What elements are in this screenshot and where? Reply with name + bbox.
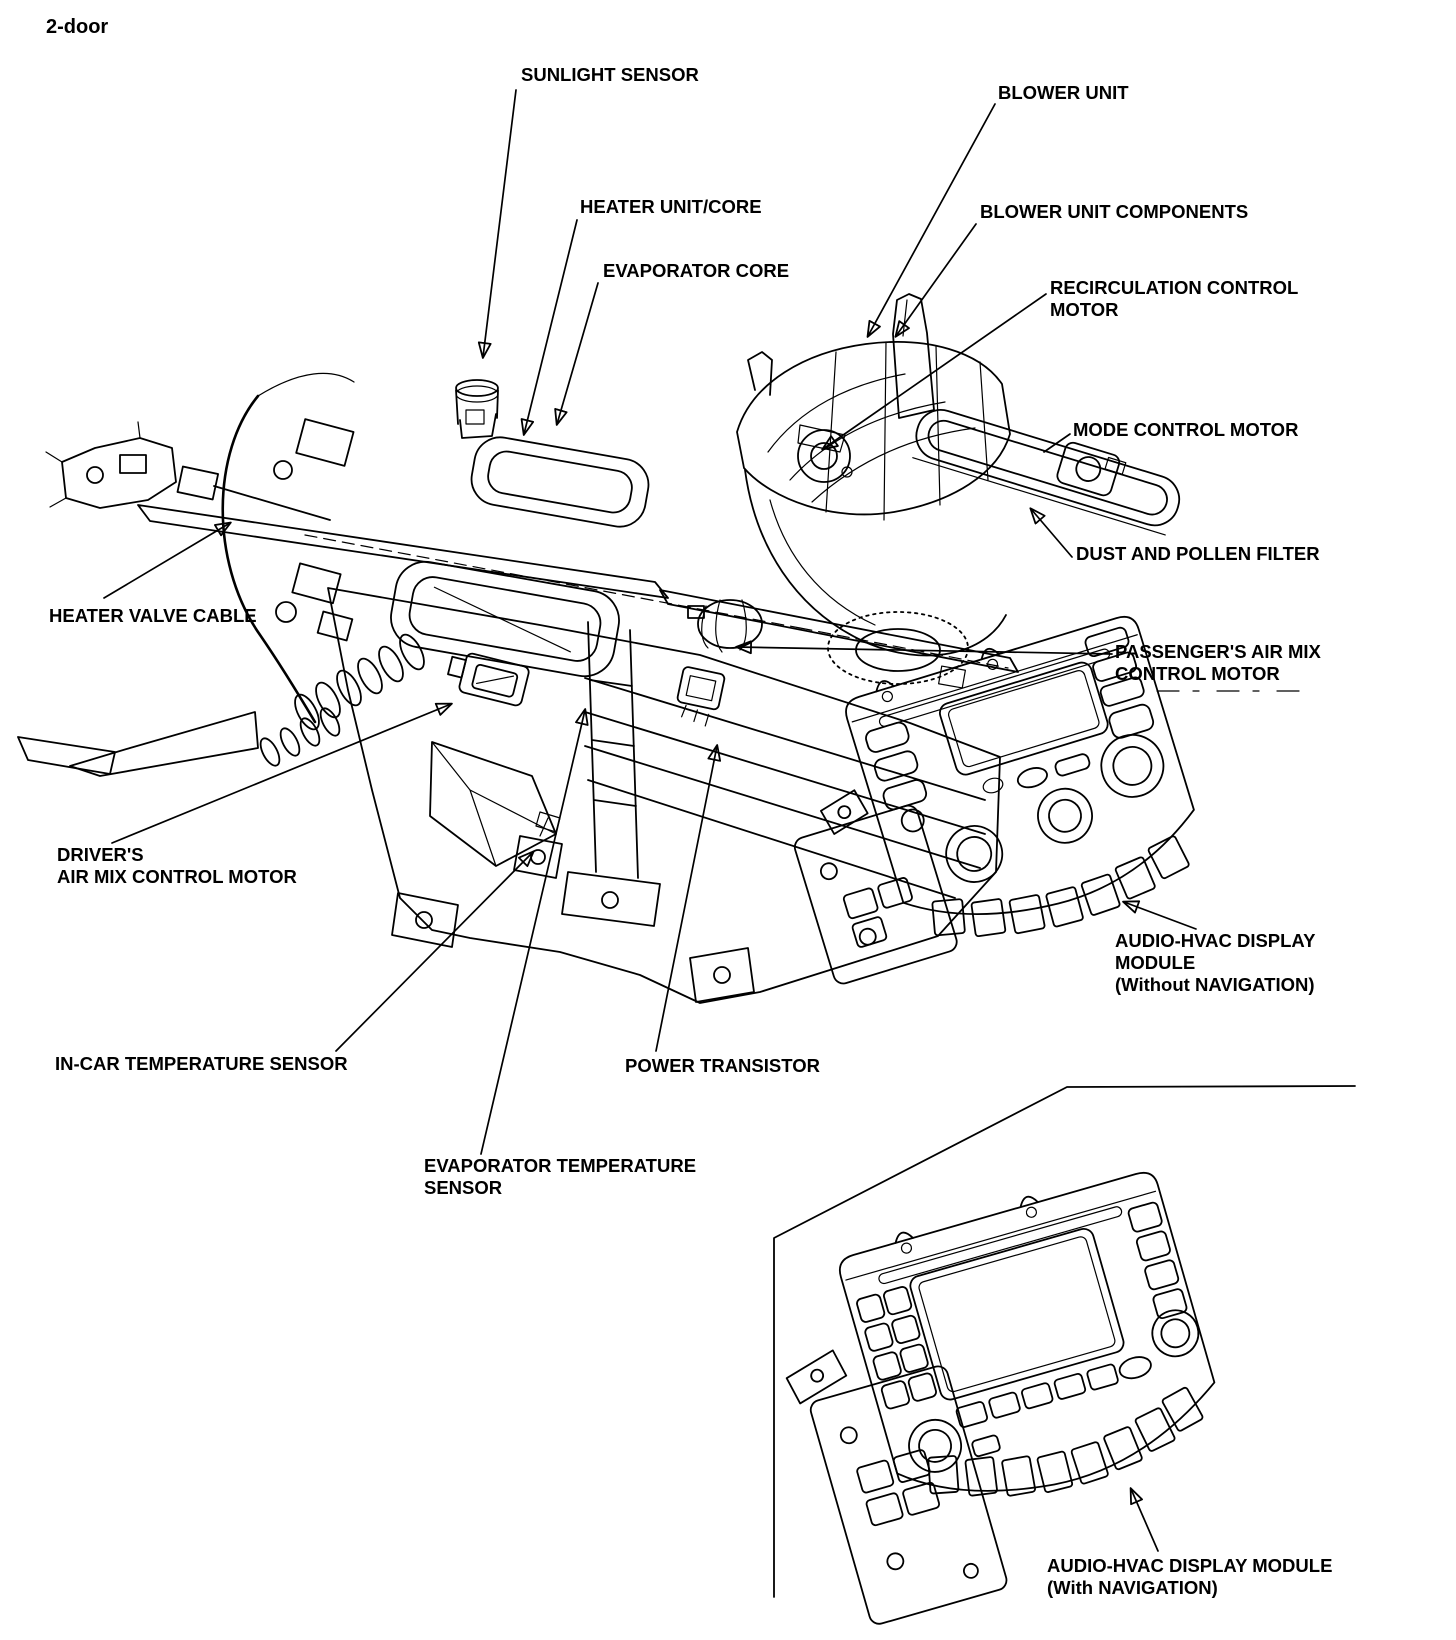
label-audio-hvac-without-navigation: AUDIO-HVAC DISPLAY MODULE (Without NAVIGATION) [1115, 930, 1316, 995]
in-car-sensor-part [514, 812, 562, 878]
page-title [46, 16, 108, 38]
page-title-text: 2-door [46, 16, 109, 38]
label-audio-hvac-with-navigation: AUDIO-HVAC DISPLAY MODULE (With NAVIGATION) [1047, 1555, 1333, 1598]
label-evaporator-temperature-sensor: EVAPORATOR TEMPERATURE SENSOR [424, 1155, 697, 1198]
inset-frame [774, 1086, 1355, 1597]
label-evaporator-core: EVAPORATOR CORE [603, 260, 790, 281]
leader-blower-unit-components [896, 224, 976, 336]
leader-power-transistor [656, 746, 717, 1051]
label-recirculation-control-motor: RECIRCULATION CONTROL MOTOR [1050, 277, 1299, 320]
sunlight-sensor-part [456, 380, 498, 438]
leader-heater-unit-core [524, 220, 577, 434]
drivers-air-mix-motor-part [445, 649, 530, 707]
label-mode-control-motor: MODE CONTROL MOTOR [1073, 419, 1299, 440]
label-passengers-air-mix-control-motor: PASSENGER'S AIR MIX CONTROL MOTOR [1115, 641, 1321, 684]
leader-sunlight-sensor [483, 90, 516, 357]
heater-unit-drawing [18, 373, 1018, 1003]
leader-recirculation-motor [823, 294, 1046, 449]
label-heater-unit-core: HEATER UNIT/CORE [580, 196, 762, 217]
leader-blower-unit [868, 104, 995, 336]
label-blower-unit: BLOWER UNIT [998, 82, 1129, 103]
corrugated-hose [18, 631, 429, 776]
label-sunlight-sensor: SUNLIGHT SENSOR [521, 64, 699, 85]
leader-in-car-sensor [336, 852, 533, 1051]
mode-motor-part [1055, 441, 1127, 499]
leader-evaporator-core [557, 283, 598, 424]
leader-dust-pollen-filter [1031, 509, 1072, 557]
leader-heater-valve-cable [104, 523, 230, 598]
label-drivers-air-mix-control-motor: DRIVER'S AIR MIX CONTROL MOTOR [57, 844, 297, 887]
label-in-car-temperature-sensor: IN-CAR TEMPERATURE SENSOR [55, 1053, 348, 1074]
label-dust-and-pollen-filter: DUST AND POLLEN FILTER [1076, 543, 1320, 564]
leader-drivers-air-mix [112, 704, 451, 843]
leader-mode-control-motor [1044, 434, 1070, 452]
label-blower-unit-components: BLOWER UNIT COMPONENTS [980, 201, 1249, 222]
leader-audio-without-nav [1124, 902, 1196, 929]
leader-audio-with-nav [1131, 1489, 1158, 1551]
label-power-transistor: POWER TRANSISTOR [625, 1055, 820, 1076]
label-heater-valve-cable: HEATER VALVE CABLE [49, 605, 257, 626]
